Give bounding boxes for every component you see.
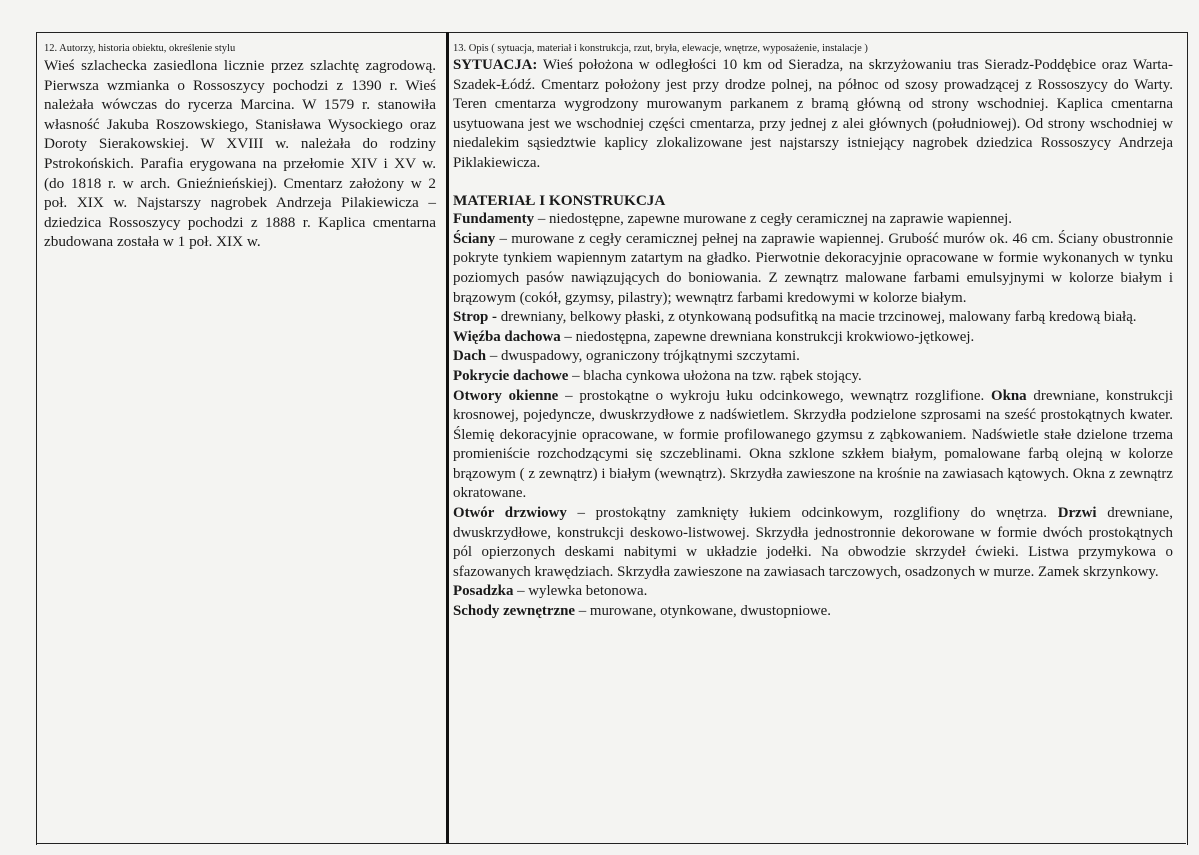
okna-text: drewniane, konstrukcji krosnowej, pojedyncze, dwuskrzydłowe z nadświetlem. Skrzydła podzielone szprosami na sześć prostokątnych kwater. Ślemię dekoracyjnie opracowane, w formie profilowanego gzymsu z ząbkowaniem. Nadświetle stałe dzielone trzema promieniście rozchodzącymi się szczeblinami. Okna szklone szkłem białym, pomalowane farbą olejną w kolorze brązowym ( z zewnątrz) i białym (wewnątrz). Skrzydła zawieszone na krośnie na zawiasach kątowych. Okna z zewnątrz okratowane.	[453, 387, 1173, 502]
situation-label: SYTUACJA:	[453, 57, 538, 73]
posadzka-label: Posadzka	[453, 583, 514, 600]
posadzka-paragraph	[453, 582, 1173, 602]
drzwi-text: drewniane, dwuskrzydłowe, konstrukcji deskowo-listwowej. Skrzydła jednostronnie dekorowane w formie dwóch prostokątnych pól opierzonych deskami nabitymi w układzie jodełki. Na obwodzie skrzydeł ćwieki. Listwa przymykowa o sfazowanych krawędziach. Skrzydła zawieszone na zawiasach tarczowych, osadzonych w murze. Zamek skrzynkowy.	[453, 505, 1174, 580]
wiezba-text: – niedostępna, zapewne drewniana konstrukcji krokwiowo-jętkowej.	[560, 328, 975, 345]
strop-text: drewniany, belkowy płaski, z otynkowaną podsufitką na macie trzcinowej, malowany farbą kredową białą.	[497, 309, 1137, 326]
sciany-paragraph	[453, 230, 1173, 308]
pokrycie-label: Pokrycie dachowe	[453, 367, 569, 384]
situation-text: Wieś położona w odległości 10 km od Sieradza, na skrzyżowaniu tras Sieradz-Poddębice oraz Warta-Szadek-Łódź. Cmentarz położony jest przy drodze polnej, na północ od szosy prowadzącej z Rossoszycy do Warty. Teren cmentarza wygrodzony murowanym parkanem z bramą główną od strony wschodniej. Kaplica cmentarna usytuowana jest we wschodniej części cmentarza, przy jednej z alei głównych (południowej). Od strony wschodniej w niedalekim sąsiedztwie kaplicy zlokalizowane jest najstarszy istniejący nagrobek dziedzica Rossoszycy Andrzeja Piklakiewicza.	[453, 57, 1173, 171]
sciany-text: – murowane z cegły ceramicznej pełnej na zaprawie wapiennej. Grubość murów ok. 46 cm. Ściany obustronnie pokryte tynkiem wapiennym zatartym na gładko. Pierwotnie dekoracyjnie opracowane w formie wykonanych w tynku poziomych pasów nawiązujących do boniowania. Z zewnątrz malowane farbami emulsyjnymi w kolorze białym i brązowym (cokół, gzymsy, pilastry); wewnątrz farbami kredowymi w kolorze białym.	[453, 230, 1173, 306]
description-section	[453, 42, 1173, 622]
history-text: Wieś szlachecka zasiedlona licznie przez szlachtę zagrodową. Pierwsza wzmianka o Rossoszycy pochodzi z 1390 r. Wieś należała wówczas do rycerza Marcina. W 1579 r. stanowiła własność Jakuba Roszowskiego, Stanisława Wysockiego oraz Doroty Sierakowskiej. W XVIII w. należała do rodziny Pstrokońskich. Parafia erygowana na przełomie XIV i XV w. (do 1818 r. w arch. Gnieźnieńskiej). Cmentarz założony w 2 poł. XIX w. Najstarszy nagrobek Andrzeja Pilakiewicza – dziedzica Rossoszycy pochodzi z 1888 r. Kaplica cmentarna zbudowana została w 1 poł. XIX w.	[44, 57, 436, 251]
schody-label: Schody zewnętrzne	[453, 603, 575, 620]
bottom-rule	[36, 843, 1186, 844]
schody-text: – murowane, otynkowane, dwustopniowe.	[575, 603, 831, 620]
otwor-label: Otwór drzwiowy	[453, 505, 567, 522]
description-heading: 13. Opis ( sytuacja, materiał i konstrukcja, rzut, bryła, elewacje, wnętrze, wyposażenie, instalacje )	[453, 43, 868, 54]
wiezba-label: Więźba dachowa	[453, 328, 561, 345]
strop-paragraph	[453, 308, 1173, 328]
history-section	[44, 42, 436, 252]
situation-paragraph	[453, 56, 1173, 174]
material-title: MATERIAŁ I KONSTRUKCJA	[453, 191, 666, 209]
dach-text: – dwuspadowy, ograniczony trójkątnymi szczytami.	[486, 348, 800, 365]
otwory-label: Otwory okienne	[453, 387, 559, 404]
pokrycie-paragraph	[453, 367, 1173, 387]
sciany-label: Ściany	[453, 230, 496, 247]
fundamenty-paragraph	[453, 210, 1173, 230]
history-heading: 12. Autorzy, historia obiektu, określenie stylu	[44, 43, 236, 54]
otwory-text: – prostokątne o wykroju łuku odcinkowego, wewnątrz rozglifione.	[558, 387, 992, 404]
wiezba-paragraph	[453, 328, 1173, 348]
posadzka-text: – wylewka betonowa.	[513, 583, 648, 600]
otwor-paragraph	[453, 504, 1173, 582]
okna-label: Okna	[991, 387, 1027, 404]
dach-label: Dach	[453, 348, 487, 365]
fundamenty-text: – niedostępne, zapewne murowane z cegły ceramicznej na zaprawie wapiennej.	[534, 211, 1013, 228]
strop-label: Strop -	[453, 309, 497, 326]
otwor-text: – prostokątny zamknięty łukiem odcinkowym, rozglifiony do wnętrza.	[566, 505, 1058, 522]
pokrycie-text: – blacha cynkowa ułożona na tzw. rąbek stojący.	[568, 367, 862, 384]
column-divider	[446, 32, 449, 844]
fundamenty-label: Fundamenty	[453, 211, 535, 228]
schody-paragraph	[453, 602, 1173, 622]
dach-paragraph	[453, 347, 1173, 367]
drzwi-label: Drzwi	[1057, 505, 1097, 522]
otwory-paragraph	[453, 387, 1173, 505]
